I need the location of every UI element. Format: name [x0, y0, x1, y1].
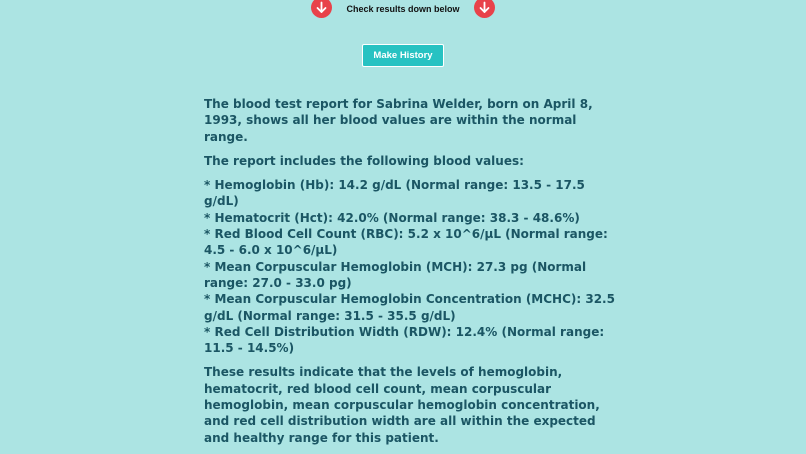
- action-bar: [0, 44, 806, 67]
- arrow-down-glyph: [478, 1, 491, 14]
- make-history-button[interactable]: Make History: [362, 44, 443, 67]
- blood-values-list: [204, 177, 616, 356]
- arrow-down-icon: [474, 0, 495, 18]
- blood-value-item: * Red Blood Cell Count (RBC): 5.2 x 10^6/µL (Normal range: 4.5 - 6.0 x 10^6/µL): [204, 227, 608, 258]
- report-intro: The blood test report for Sabrina Welder, born on April 8, 1993, shows all her blood values are within the normal range.: [204, 97, 593, 144]
- arrow-down-glyph: [315, 1, 328, 14]
- results-notice-row: [311, 0, 494, 18]
- blood-value-item: * Mean Corpuscular Hemoglobin Concentration (MCHC): 32.5 g/dL (Normal range: 31.5 - 35.5 g/dL): [204, 292, 615, 323]
- results-notice-text: Check results down below: [346, 4, 460, 14]
- arrow-down-icon: [311, 0, 332, 18]
- report-values-heading: The report includes the following blood values:: [204, 153, 524, 168]
- blood-value-item: * Red Cell Distribution Width (RDW): 12.4% (Normal range: 11.5 - 14.5%): [204, 324, 605, 356]
- blood-test-report: [204, 96, 616, 454]
- blood-value-item: * Hemoglobin (Hb): 14.2 g/dL (Normal range: 13.5 - 17.5 g/dL): [204, 178, 585, 209]
- results-notice: [0, 0, 806, 20]
- report-conclusion: These results indicate that the levels of hemoglobin, hematocrit, red blood cell count, mean corpuscular hemoglobin, mean corpuscular hemoglobin concentration, and red cell distribution width are all within the expected and healthy range for this patient.: [204, 365, 600, 445]
- blood-value-item: * Mean Corpuscular Hemoglobin (MCH): 27.3 pg (Normal range: 27.0 - 33.0 pg): [204, 259, 587, 290]
- blood-value-item: * Hematocrit (Hct): 42.0% (Normal range: 38.3 - 48.6%): [204, 210, 580, 225]
